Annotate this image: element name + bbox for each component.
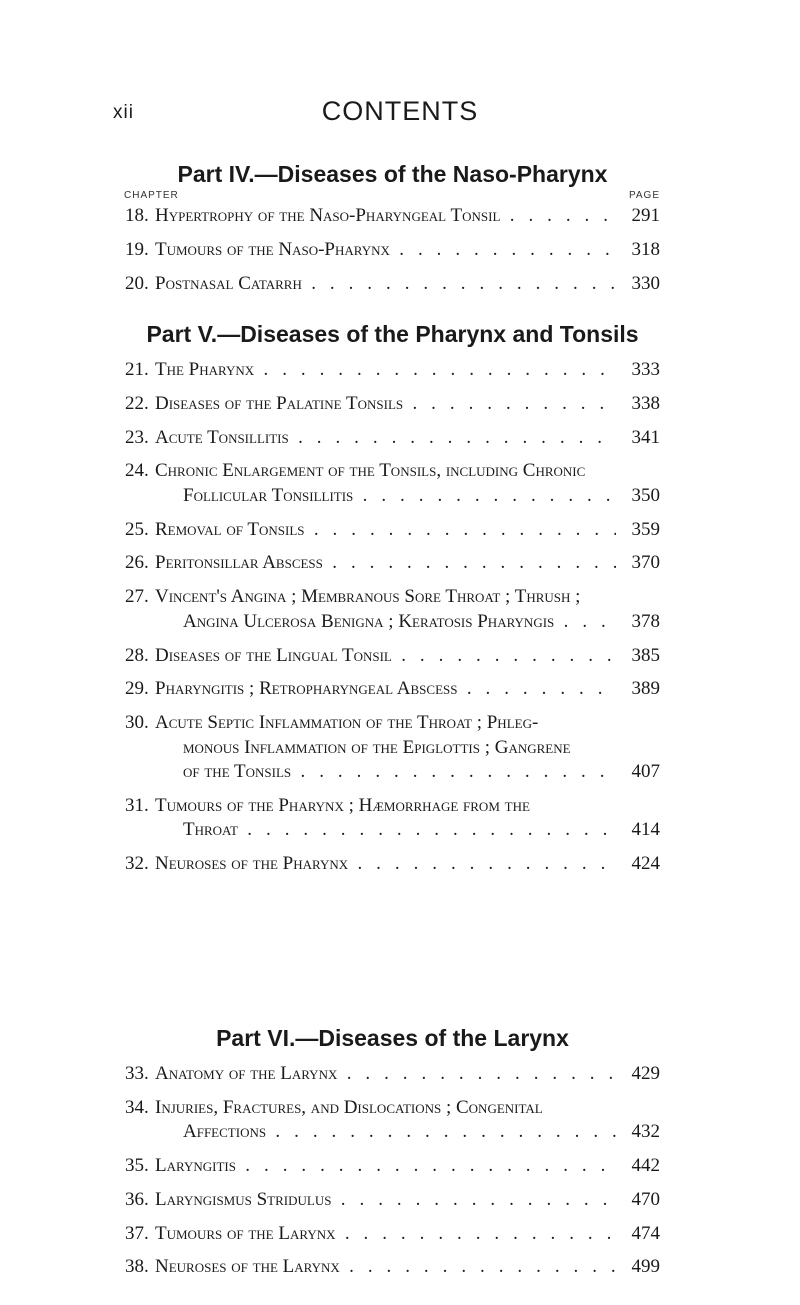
chapter-title — [155, 1062, 616, 1087]
chapter-title-line: Hypertrophy of the Naso-Pharyngeal Tonsil . . . — [155, 204, 616, 229]
chapter-number: 27. — [125, 586, 149, 608]
chapter-column-label: CHAPTER — [124, 190, 179, 201]
page-reference: 333 — [631, 359, 660, 380]
page-header — [0, 96, 800, 136]
chapter-title — [155, 644, 616, 669]
chapter-title-line: The Pharynx . . . — [155, 358, 616, 383]
chapter-title — [155, 1255, 616, 1280]
toc-entry — [125, 585, 660, 634]
toc-entries — [125, 358, 660, 877]
page-reference: 414 — [631, 819, 660, 841]
toc-entry — [125, 272, 660, 297]
chapter-number: 30. — [125, 712, 149, 734]
chapter-title — [155, 1188, 616, 1213]
chapter-number: 24. — [125, 460, 149, 482]
page-reference: 338 — [631, 392, 660, 414]
toc-entry — [125, 1188, 660, 1213]
toc-entry — [125, 358, 660, 383]
toc-entry — [125, 1096, 660, 1145]
chapter-number: 32. — [125, 853, 149, 875]
running-title: CONTENTS — [321, 96, 479, 126]
chapter-number: 20. — [125, 272, 149, 294]
chapter-title-line: Follicular Tonsillitis . . . — [155, 484, 616, 509]
page-reference: 330 — [631, 272, 660, 294]
chapter-title-line: Chronic Enlargement of the Tonsils, including Chronic — [155, 460, 586, 482]
toc-entry — [125, 204, 660, 229]
toc-entry — [125, 852, 660, 877]
chapter-number: 38. — [125, 1256, 149, 1278]
page-reference: 359 — [631, 518, 660, 540]
chapter-title-line: Pharyngitis ; Retropharyngeal Abscess . . . — [155, 677, 616, 702]
chapter-number: 33. — [125, 1063, 149, 1084]
chapter-title — [155, 459, 616, 508]
page-reference: 341 — [631, 426, 660, 448]
chapter-title-line: Neuroses of the Larynx . . . — [155, 1255, 616, 1280]
chapter-title-line: Diseases of the Lingual Tonsil . . . — [155, 644, 616, 669]
page-reference: 424 — [631, 853, 660, 875]
toc-entries — [125, 204, 660, 296]
chapter-number: 26. — [125, 552, 149, 574]
toc-entry — [125, 392, 660, 417]
chapter-title-line: Peritonsillar Abscess . . . — [155, 551, 616, 576]
chapter-number: 29. — [125, 678, 149, 700]
chapter-title-line: Diseases of the Palatine Tonsils . . . — [155, 392, 616, 417]
chapter-title-line: Laryngitis . . . — [155, 1154, 616, 1179]
chapter-number: 18. — [125, 205, 149, 226]
part-iv-section — [125, 158, 660, 305]
toc-entry — [125, 1154, 660, 1179]
chapter-number: 36. — [125, 1188, 149, 1210]
chapter-number: 22. — [125, 392, 149, 414]
chapter-title-line: Affections . . . — [155, 1120, 616, 1145]
toc-entry — [125, 238, 660, 263]
toc-entry — [125, 794, 660, 843]
chapter-title — [155, 585, 616, 634]
chapter-title — [155, 551, 616, 576]
part-title: Part IV.—Diseases of the Naso-Pharynx — [177, 161, 608, 187]
page-reference: 432 — [631, 1121, 660, 1143]
chapter-title-line: Anatomy of the Larynx . . . — [155, 1062, 616, 1087]
chapter-title-line: Tumours of the Larynx . . . — [155, 1222, 616, 1247]
column-labels — [125, 190, 660, 204]
chapter-title — [155, 204, 616, 229]
part-title: Part VI.—Diseases of the Larynx — [216, 1025, 569, 1051]
chapter-title — [155, 1154, 616, 1179]
chapter-title-line: Angina Ulcerosa Benigna ; Keratosis Pharyngis . . . — [155, 610, 616, 635]
page-reference: 442 — [631, 1155, 660, 1177]
part-title: Part V.—Diseases of the Pharynx and Tonsils — [146, 321, 639, 347]
chapter-title-line: Injuries, Fractures, and Dislocations ; Congenital — [155, 1096, 543, 1118]
chapter-title — [155, 426, 616, 451]
chapter-number: 35. — [125, 1155, 149, 1177]
toc-entry — [125, 551, 660, 576]
chapter-title-line: Throat . . . — [155, 818, 616, 843]
page-column-label: PAGE — [628, 190, 660, 201]
toc-entry — [125, 1062, 660, 1087]
toc-entry — [125, 677, 660, 702]
chapter-number: 25. — [125, 518, 149, 540]
chapter-title-line: Neuroses of the Pharynx . . . — [155, 852, 616, 877]
page-reference: 499 — [631, 1256, 660, 1278]
page-reference: 318 — [631, 238, 660, 260]
toc-entry — [125, 426, 660, 451]
page-reference: 370 — [631, 552, 660, 574]
chapter-number: 28. — [125, 644, 149, 666]
toc-entry — [125, 1255, 660, 1280]
chapter-title — [155, 518, 616, 543]
page-reference: 378 — [631, 610, 660, 632]
chapter-title-line: Acute Septic Inflammation of the Throat ; Phleg- — [155, 712, 539, 734]
chapter-title — [155, 392, 616, 417]
chapter-title-line: Tumours of the Naso-Pharynx . . . — [155, 238, 616, 263]
chapter-title-line: Laryngismus Stridulus . . . — [155, 1188, 616, 1213]
chapter-title — [155, 272, 616, 297]
chapter-title — [155, 1222, 616, 1247]
chapter-title-line: Removal of Tonsils . . . — [155, 518, 616, 543]
page-reference: 407 — [631, 761, 660, 783]
chapter-number: 34. — [125, 1096, 149, 1118]
chapter-title-line: Postnasal Catarrh . . . — [155, 272, 616, 297]
chapter-title — [155, 711, 616, 785]
chapter-title — [155, 358, 616, 383]
chapter-title-line: Vincent's Angina ; Membranous Sore Throat ; Thrush ; — [155, 586, 581, 608]
chapter-title — [155, 794, 616, 843]
chapter-number: 37. — [125, 1222, 149, 1244]
chapter-title-line: of the Tonsils . . . — [155, 760, 616, 785]
page-reference: 350 — [631, 484, 660, 506]
chapter-number: 21. — [125, 359, 149, 380]
chapter-number: 31. — [125, 794, 149, 816]
chapter-title — [155, 1096, 616, 1145]
chapter-number: 23. — [125, 426, 149, 448]
chapter-title-line: Acute Tonsillitis . . . — [155, 426, 616, 451]
part-v-section — [125, 318, 660, 886]
toc-entry — [125, 644, 660, 669]
toc-entry — [125, 1222, 660, 1247]
chapter-title-line: Tumours of the Pharynx ; Hæmorrhage from the — [155, 794, 530, 816]
page-reference: 474 — [631, 1222, 660, 1244]
page-reference: 385 — [631, 644, 660, 666]
toc-entries — [125, 1062, 660, 1280]
page-reference: 389 — [631, 678, 660, 700]
page-reference: 429 — [631, 1063, 660, 1084]
chapter-number: 19. — [125, 238, 149, 260]
page-number: xii — [113, 102, 134, 123]
chapter-title — [155, 238, 616, 263]
chapter-title-line: monous Inflammation of the Epiglottis ; Gangrene — [183, 736, 571, 758]
toc-entry — [125, 711, 660, 785]
chapter-title — [155, 852, 616, 877]
toc-entry — [125, 518, 660, 543]
page-reference: 470 — [631, 1188, 660, 1210]
page-reference: 291 — [631, 205, 660, 226]
chapter-title — [155, 677, 616, 702]
toc-entry — [125, 459, 660, 508]
part-vi-section — [125, 1022, 660, 1289]
